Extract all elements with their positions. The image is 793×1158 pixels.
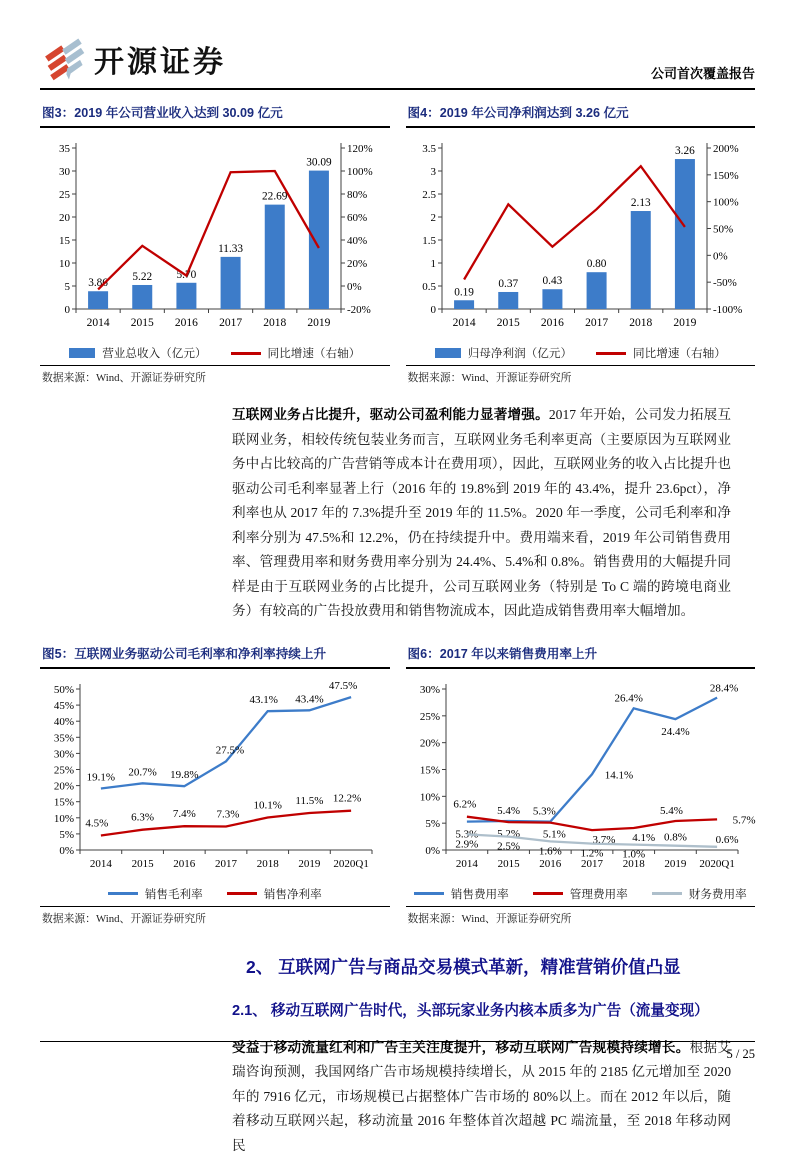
bar [309, 171, 329, 309]
y-axis-tick-label: 10% [54, 812, 74, 824]
data-point-label: 4.1% [632, 831, 655, 843]
data-point-label: 2.9% [455, 838, 478, 850]
paragraph-2-lead: 受益于移动流量红利和广告主关注度提升，移动互联网广告规模持续增长。 [232, 1040, 690, 1055]
data-point-label: 3.7% [592, 834, 615, 846]
figure-row-1 [40, 99, 755, 387]
figure-6 [406, 640, 756, 928]
figure-6-legend [406, 886, 756, 902]
line-series [466, 697, 716, 821]
x-axis-label: 2014 [87, 317, 110, 329]
right-axis-tick-label: 20% [347, 258, 367, 270]
legend-item [108, 886, 203, 902]
x-axis-label: 2019 [664, 858, 687, 870]
data-point-label: 7.4% [173, 808, 196, 820]
bar-value-label: 3.26 [675, 145, 695, 157]
figure-3-chart-area [40, 126, 390, 361]
line-swatch-icon [596, 352, 626, 355]
x-axis-label: 2017 [215, 858, 238, 870]
legend-label: 同比增速（右轴） [633, 345, 726, 361]
body-paragraph-1 [232, 403, 731, 624]
paragraph-1-text: 2017 年开始，公司发力拓展互联网业务，相较传统包装业务而言，互联网业务毛利率更高（主要原因为互联网业务中占比较高的广告营销等成本计在费用项），因此，互联网业务的收入占比提升也驱动公司毛利率显著上行（2016 年的 19.8%到 2019 年的 43.4%，提升 23.6pct），净利率也从 2017 年的 7.3%提升至 2019 年的 11.5%。2020 年一季度，公司毛利率和净利率分别为 47.5%和 12.2%，仍在持续提升中。费用端来看，2019 年公司销售费用率、管理费用率和财务费用率分别为 24.4%、5.4%和 0.8%。销售费用的大幅提升同样是由于互联网业务的占比提升，公司互联网业务（特别是 To C 端的跨境电商业务）有较高的广告投放费用和销售物流成本，因此造成销售费用率大幅增加。 [232, 407, 731, 618]
right-axis-tick-label: 0% [347, 281, 362, 293]
legend-item [435, 345, 572, 361]
bar-swatch-icon [435, 348, 461, 358]
data-point-label: 1.0% [622, 848, 645, 860]
left-axis-tick-label: 3 [430, 166, 436, 178]
bar [265, 205, 285, 309]
figure-6-chart-area [406, 667, 756, 902]
y-axis-tick-label: 15% [419, 764, 439, 776]
company-logo [40, 34, 226, 84]
logo-text: 开源证券 [94, 37, 226, 81]
data-point-label: 1.2% [580, 847, 603, 859]
line-swatch-icon [231, 352, 261, 355]
y-axis-tick-label: 0% [425, 845, 440, 857]
right-axis-tick-label: -100% [713, 304, 742, 316]
figure-5-legend [40, 886, 390, 902]
figure-5 [40, 640, 390, 928]
right-axis-tick-label: 40% [347, 235, 367, 247]
x-axis-label: 2016 [540, 317, 563, 329]
legend-item [533, 886, 628, 902]
x-axis-label: 2014 [90, 858, 113, 870]
figure-3 [40, 99, 390, 387]
y-axis-tick-label: 50% [54, 684, 74, 696]
data-point-label: 5.3% [455, 828, 478, 840]
data-point-label: 0.8% [663, 831, 686, 843]
x-axis-label: 2014 [455, 858, 478, 870]
legend-label: 归母净利润（亿元） [468, 345, 572, 361]
y-axis-tick-label: 35% [54, 732, 74, 744]
figure-3-legend [40, 345, 390, 361]
y-axis-tick-label: 0% [59, 845, 74, 857]
x-axis-label: 2018 [629, 317, 652, 329]
left-axis-tick-label: 5 [65, 281, 71, 293]
legend-item [69, 345, 206, 361]
left-axis-tick-label: 1 [430, 258, 436, 270]
bar [586, 272, 606, 309]
legend-label: 同比增速（右轴） [268, 345, 361, 361]
bar [630, 211, 650, 309]
data-point-label: 47.5% [329, 680, 357, 692]
bar-value-label: 0.80 [586, 258, 606, 270]
x-axis-label: 2016 [539, 858, 562, 870]
growth-line [98, 171, 319, 289]
y-axis-tick-label: 25% [419, 710, 439, 722]
y-axis-tick-label: 30% [54, 748, 74, 760]
page-footer [40, 1041, 755, 1062]
bar [674, 159, 694, 309]
line-swatch-icon [652, 892, 682, 895]
x-axis-label: 2015 [497, 858, 520, 870]
legend-item [231, 345, 361, 361]
right-axis-tick-label: 100% [347, 166, 373, 178]
bar [454, 300, 474, 309]
x-axis-label: 2015 [131, 317, 154, 329]
y-axis-tick-label: 30% [419, 684, 439, 696]
paragraph-1-lead: 互联网业务占比提升，驱动公司盈利能力显著增强。 [232, 407, 549, 422]
right-axis-tick-label: -20% [347, 304, 371, 316]
right-axis-tick-label: 0% [713, 250, 728, 262]
line-swatch-icon [108, 892, 138, 895]
y-axis-tick-label: 25% [54, 764, 74, 776]
legend-label: 销售费用率 [451, 886, 509, 902]
data-point-label: 19.8% [170, 769, 198, 781]
data-point-label: 5.1% [542, 828, 565, 840]
x-axis-label: 2018 [257, 858, 280, 870]
bar-value-label: 5.70 [177, 269, 197, 281]
bar-value-label: 11.33 [218, 243, 243, 255]
data-point-label: 14.1% [604, 769, 632, 781]
data-point-label: 4.5% [85, 817, 108, 829]
right-axis-tick-label: 80% [347, 189, 367, 201]
figure-5-source: 数据来源：Wind、开源证券研究所 [40, 906, 390, 928]
right-axis-tick-label: 200% [713, 143, 739, 155]
data-point-label: 5.4% [497, 805, 520, 817]
margin-line-chart [40, 675, 388, 883]
right-axis-tick-label: 150% [713, 170, 739, 182]
legend-label: 财务费用率 [689, 886, 747, 902]
right-axis-tick-label: 120% [347, 143, 373, 155]
x-axis-label: 2020Q1 [333, 858, 368, 870]
data-point-label: 5.3% [532, 805, 555, 817]
subsection-heading: 2.1、 移动互联网广告时代，头部玩家业务内核本质多为广告（流量变现） [232, 999, 731, 1020]
bar-value-label: 2.13 [630, 197, 650, 209]
data-point-label: 7.3% [217, 808, 240, 820]
data-point-label: 6.3% [131, 811, 154, 823]
figure-5-chart-area [40, 667, 390, 902]
legend-label: 销售净利率 [264, 886, 322, 902]
left-axis-tick-label: 15 [59, 235, 71, 247]
legend-item [414, 886, 509, 902]
legend-item [596, 345, 726, 361]
figure-4-chart-area [406, 126, 756, 361]
bar [176, 283, 196, 309]
figure-3-title: 图3：2019 年公司营业收入达到 30.09 亿元 [40, 99, 390, 126]
left-axis-tick-label: 30 [59, 166, 71, 178]
data-point-label: 24.4% [661, 726, 689, 738]
x-axis-label: 2017 [581, 858, 604, 870]
legend-item [652, 886, 747, 902]
x-axis-label: 2019 [307, 317, 330, 329]
bar-swatch-icon [69, 348, 95, 358]
legend-label: 营业总收入（亿元） [102, 345, 206, 361]
figure-4-source: 数据来源：Wind、开源证券研究所 [406, 365, 756, 387]
data-point-label: 20.7% [128, 766, 156, 778]
x-axis-label: 2017 [585, 317, 608, 329]
bar-value-label: 0.37 [498, 278, 518, 290]
legend-label: 销售毛利率 [145, 886, 203, 902]
x-axis-label: 2016 [173, 858, 196, 870]
bar [498, 292, 518, 309]
data-point-label: 43.1% [250, 694, 278, 706]
right-axis-tick-label: -50% [713, 277, 737, 289]
x-axis-label: 2019 [673, 317, 696, 329]
figure-6-source: 数据来源：Wind、开源证券研究所 [406, 906, 756, 928]
right-axis-tick-label: 60% [347, 212, 367, 224]
data-point-label: 10.1% [254, 799, 282, 811]
legend-label: 管理费用率 [570, 886, 628, 902]
data-point-label: 2.5% [497, 840, 520, 852]
y-axis-tick-label: 40% [54, 716, 74, 728]
x-axis-label: 2016 [175, 317, 198, 329]
data-point-label: 12.2% [333, 792, 361, 804]
line-swatch-icon [533, 892, 563, 895]
left-axis-tick-label: 0 [65, 304, 71, 316]
figure-row-2 [40, 640, 755, 928]
data-point-label: 0.6% [715, 833, 738, 845]
net-profit-bar-line-chart [406, 134, 754, 342]
figure-4-legend [406, 345, 756, 361]
y-axis-tick-label: 45% [54, 700, 74, 712]
data-point-label: 5.2% [497, 828, 520, 840]
x-axis-label: 2014 [452, 317, 475, 329]
right-axis-tick-label: 100% [713, 197, 739, 209]
x-axis-label: 2018 [622, 858, 645, 870]
x-axis-label: 2019 [298, 858, 321, 870]
left-axis-tick-label: 3.5 [422, 143, 436, 155]
left-axis-tick-label: 2.5 [422, 189, 436, 201]
bar-value-label: 0.19 [454, 286, 474, 298]
right-axis-tick-label: 50% [713, 224, 733, 236]
figure-4 [406, 99, 756, 387]
y-axis-tick-label: 10% [419, 791, 439, 803]
bar-value-label: 5.22 [132, 271, 152, 283]
bar [221, 257, 241, 309]
bar-value-label: 3.86 [88, 277, 108, 289]
x-axis-label: 2017 [219, 317, 242, 329]
left-axis-tick-label: 0.5 [422, 281, 436, 293]
figure-5-title: 图5：互联网业务驱动公司毛利率和净利率持续上升 [40, 640, 390, 667]
data-point-label: 26.4% [614, 692, 642, 704]
bar-value-label: 22.69 [262, 191, 288, 203]
figure-4-title: 图4：2019 年公司净利润达到 3.26 亿元 [406, 99, 756, 126]
data-point-label: 5.4% [659, 805, 682, 817]
data-point-label: 28.4% [709, 682, 737, 694]
left-axis-tick-label: 0 [430, 304, 436, 316]
y-axis-tick-label: 15% [54, 796, 74, 808]
data-point-label: 5.7% [732, 814, 755, 826]
left-axis-tick-label: 35 [59, 143, 71, 155]
line-swatch-icon [227, 892, 257, 895]
bar [132, 285, 152, 309]
logo-mark-icon [40, 34, 86, 84]
data-point-label: 11.5% [295, 794, 323, 806]
left-axis-tick-label: 10 [59, 258, 71, 270]
figure-6-title: 图6：2017 年以来销售费用率上升 [406, 640, 756, 667]
y-axis-tick-label: 20% [419, 737, 439, 749]
data-point-label: 19.1% [87, 771, 115, 783]
figure-3-source: 数据来源：Wind、开源证券研究所 [40, 365, 390, 387]
y-axis-tick-label: 5% [425, 818, 440, 830]
data-point-label: 43.4% [295, 693, 323, 705]
y-axis-tick-label: 20% [54, 780, 74, 792]
report-type-label: 公司首次覆盖报告 [651, 63, 755, 84]
x-axis-label: 2020Q1 [699, 858, 734, 870]
bar [542, 289, 562, 309]
page-number: 5 / 25 [727, 1047, 755, 1061]
line-swatch-icon [414, 892, 444, 895]
left-axis-tick-label: 1.5 [422, 235, 436, 247]
y-axis-tick-label: 5% [59, 828, 74, 840]
x-axis-label: 2015 [496, 317, 519, 329]
bar [88, 291, 108, 309]
x-axis-label: 2018 [263, 317, 286, 329]
x-axis-label: 2015 [132, 858, 155, 870]
left-axis-tick-label: 25 [59, 189, 71, 201]
expense-ratio-line-chart [406, 675, 754, 883]
bar-value-label: 30.09 [306, 157, 332, 169]
data-point-label: 1.6% [538, 845, 561, 857]
revenue-bar-line-chart [40, 134, 388, 342]
legend-item [227, 886, 322, 902]
section-heading: 2、 互联网广告与商品交易模式革新，精准营销价值凸显 [246, 954, 731, 979]
paragraph-2-text: 根据艾瑞咨询预测，我国网络广告市场规模持续增长，从 2015 年的 2185 亿元增加至 2020 年的 7916 亿元，市场规模已占据整体广告市场的 80%以上。而在 2012 年以后，随着移动互联网兴起，移动流量 2016 年整体首次超越 PC 端流量，至 2018 年移动网民 [232, 1040, 731, 1153]
data-point-label: 27.5% [216, 744, 244, 756]
report-header [40, 20, 755, 90]
left-axis-tick-label: 20 [59, 212, 71, 224]
growth-line [464, 166, 685, 279]
bar-value-label: 0.43 [542, 275, 562, 287]
data-point-label: 6.2% [453, 798, 476, 810]
left-axis-tick-label: 2 [430, 212, 436, 224]
